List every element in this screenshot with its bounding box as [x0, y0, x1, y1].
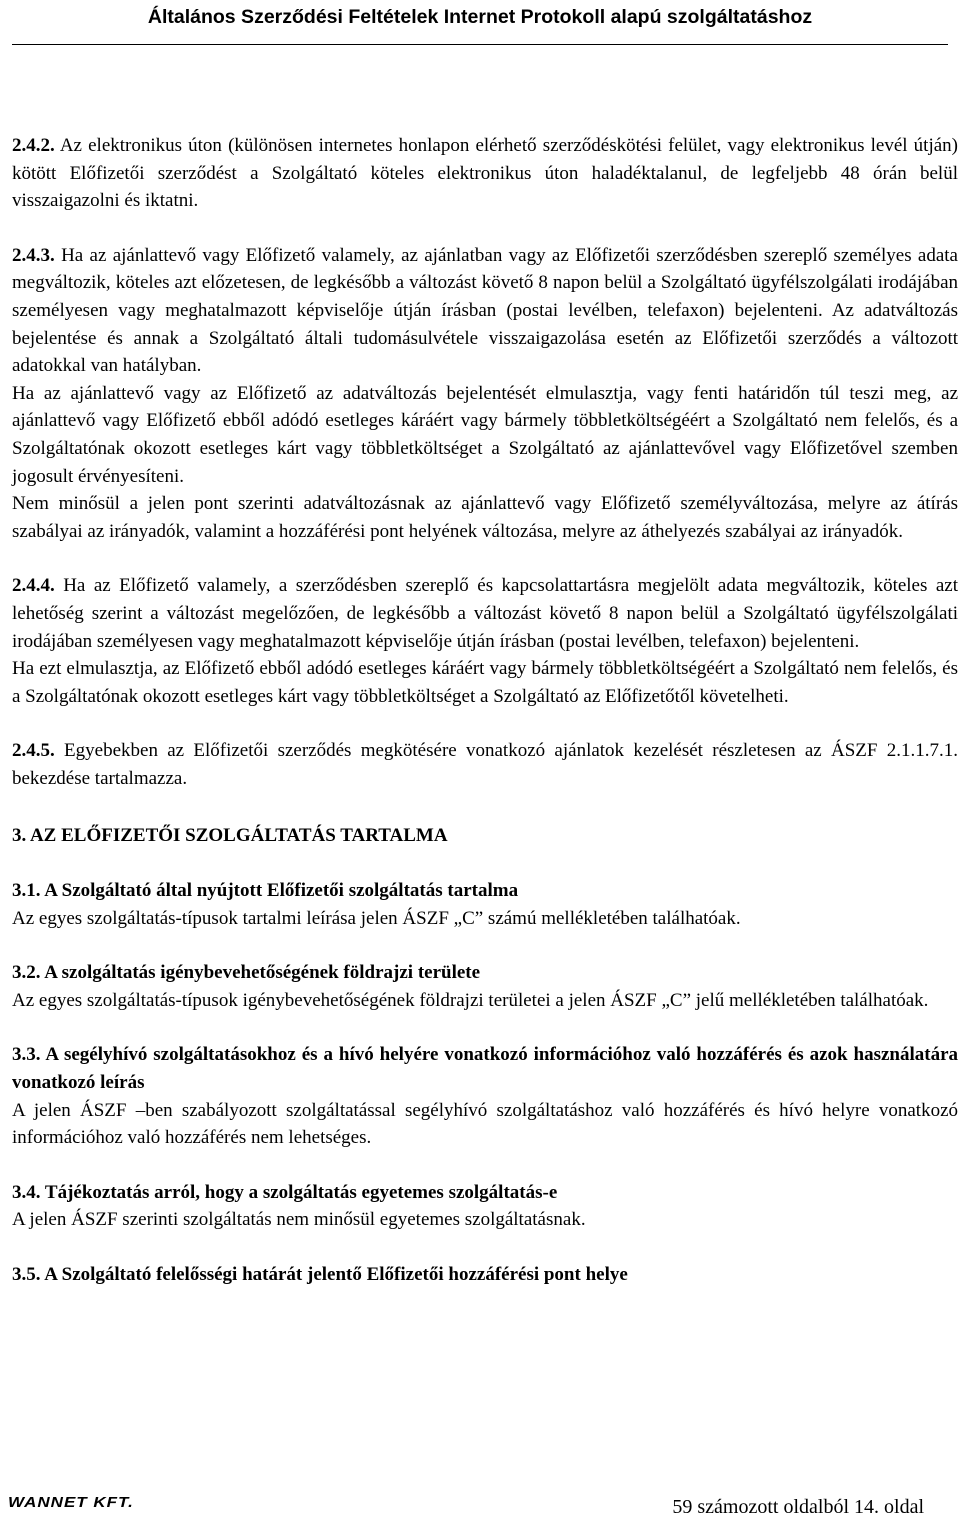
section-text: Ha az Előfizető valamely, a szerződésben szereplő és kapcsolattartásra megjelölt adata megváltozik, köteles azt lehetőség szerint a változást megelőzően, de legkésőbb a változást követő 8 napon belül a Szolgáltató ügyfélszolgálati irodájában személyesen vagy meghatalmazott képviselője útján írásban (postai levélben, telefaxon) bejelenteni.: [12, 575, 958, 652]
paragraph: Nem minősül a jelen pont szerinti adatváltozásnak az ajánlattevő vagy Előfizető személyváltozása, melyre az átírás szabályai az irányadók, valamint a hozzáférési pont helyének változása, melyre az áthelyezés szabályai az irányadók.: [12, 493, 958, 542]
section-3-4-text: A jelen ÁSZF szerinti szolgáltatás nem minősül egyetemes szolgáltatásnak.: [12, 1209, 586, 1231]
section-2-4-5: [12, 737, 958, 792]
section-3-1-text: Az egyes szolgáltatás-típusok tartalmi leírása jelen ÁSZF „C” számú mellékletében találhatóak.: [12, 907, 741, 929]
page-header-title: Általános Szerződési Feltételek Internet Protokoll alapú szolgáltatáshoz: [147, 6, 813, 28]
section-text: Ha az ajánlattevő vagy Előfizető valamely, az ajánlatban vagy az Előfizetői szerződésben szereplő személyes adata megváltozik, köteles azt előzetesen, de legkésőbb a változást követő 8 napon belül a Szolgáltató ügyfélszolgálati irodájában személyesen vagy meghatalmazott képviselője útján írásban (postai levélben, telefaxon) bejelenteni. Az adatváltozás bejelentése és annak a Szolgáltató általi tudomásulvétele visszaigazolása esetén az Előfizetői szerződés a változott adatokkal van hatályban.: [12, 244, 958, 377]
company-logo: WANNET KFT.: [8, 1494, 134, 1511]
section-3-2-heading: 3.2. A szolgáltatás igénybevehetőségének földrajzi területe: [12, 962, 481, 984]
page-number: 59 számozott oldalból 14. oldal: [672, 1496, 924, 1518]
section-3-1-heading: 3.1. A Szolgáltató által nyújtott Előfizetői szolgáltatás tartalma: [12, 880, 519, 902]
section-number: 2.4.4.: [12, 575, 55, 597]
section-3-3-heading: 3.3. A segélyhívó szolgáltatásokhoz és a hívó helyére vonatkozó információhoz való hozzáférés és azok használatára vonatkozó leírás: [12, 1044, 958, 1094]
section-3-3-text: A jelen ÁSZF –ben szabályozott szolgáltatással segélyhívó szolgáltatáshoz való hozzáférés és hívó helyre vonatkozó információhoz való hozzáférés nem lehetséges.: [12, 1099, 958, 1149]
section-3-4-heading: 3.4. Tájékoztatás arról, hogy a szolgáltatás egyetemes szolgáltatás-e: [12, 1181, 558, 1203]
section-number: 2.4.5.: [12, 740, 55, 762]
paragraph: Ha az ajánlattevő vagy az Előfizető az adatváltozás bejelentését elmulasztja, vagy fenti határidőn túl teszi meg, az ajánlattevő vagy Előfizető ebből adódó esetleges káráért vagy bármely többletköltségéért a Szolgáltató nem felelős, és a Szolgáltatónak okozott esetleges kárt vagy többletköltséget a Szolgáltató az ajánlattevővel vagy Előfizetővel szemben jogosult érvényesíteni.: [12, 382, 958, 487]
document-body: [12, 132, 958, 1289]
header-divider: [12, 44, 948, 45]
section-text: Egyebekben az Előfizetői szerződés megkötésére vonatkozó ajánlatok kezelését részletesen az ÁSZF 2.1.1.7.1. bekezdése tartalmazza.: [12, 740, 958, 789]
paragraph: Ha ezt elmulasztja, az Előfizető ebből adódó esetleges káráért vagy bármely többletköltségéért a Szolgáltató nem felelős, és a Szolgáltatónak okozott esetleges kárt vagy többletköltséget a Szolgáltató az Előfizetőtől követelheti.: [12, 658, 958, 707]
section-2-4-2: [12, 132, 958, 215]
section-2-4-3: [12, 242, 958, 380]
section-text: Az elektronikus úton (különösen internetes honlapon elérhető szerződéskötési felület, vagy elektronikus levél útján) kötött Előfizetői szerződést a Szolgáltató köteles elektronikus úton haladéktalanul, de legfeljebb 48 órán belül visszaigazolni és iktatni.: [12, 135, 958, 212]
section-number: 2.4.2.: [12, 135, 55, 156]
chapter-3-heading: 3. AZ ELŐFIZETŐI SZOLGÁLTATÁS TARTALMA: [12, 825, 448, 847]
section-2-4-4: [12, 572, 958, 655]
section-number: 2.4.3.: [12, 244, 55, 266]
section-3-5-heading: 3.5. A Szolgáltató felelősségi határát jelentő Előfizetői hozzáférési pont helye: [12, 1264, 628, 1285]
section-3-2-text: Az egyes szolgáltatás-típusok igénybevehetőségének földrajzi területei a jelen ÁSZF „C” jelű mellékletében találhatóak.: [12, 989, 929, 1011]
